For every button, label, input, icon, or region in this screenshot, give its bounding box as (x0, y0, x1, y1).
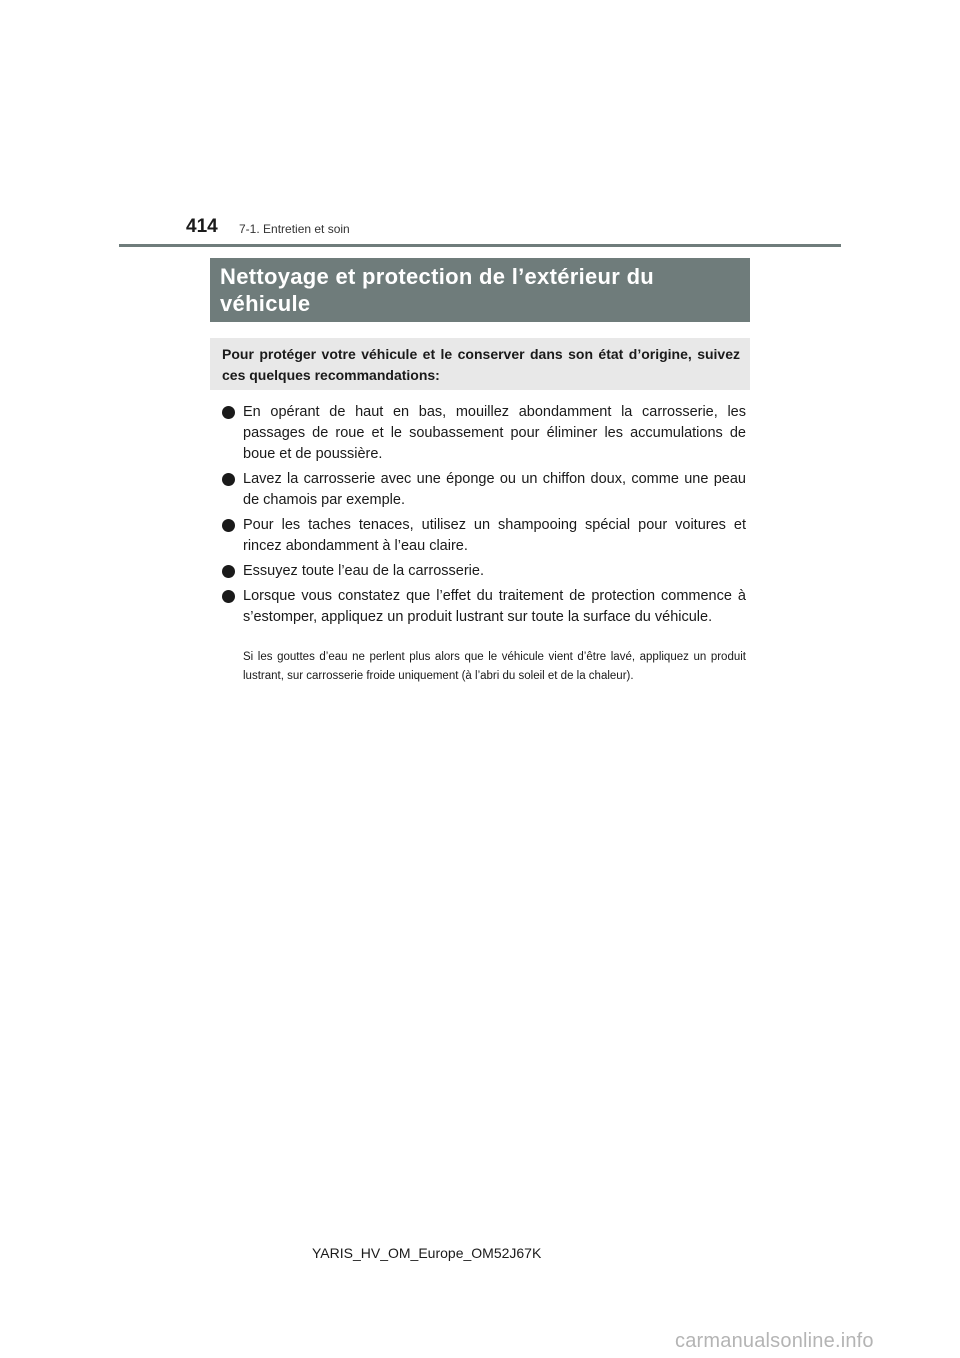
watermark-text: carmanualsonline.info (675, 1330, 874, 1352)
page-title-band (210, 258, 750, 322)
header-divider (119, 244, 841, 247)
bullet-dot-icon (222, 473, 235, 486)
bullet-dot-icon (222, 565, 235, 578)
list-item-text: Lavez la carrosserie avec une éponge ou un chiffon doux, comme une peau de chamois par exemple. (243, 471, 746, 508)
intro-box (210, 338, 750, 390)
list-item-text: Essuyez toute l’eau de la carrosserie. (243, 563, 484, 579)
list-item-text: Pour les taches tenaces, utilisez un shampooing spécial pour voitures et rincez abondamment à l’eau claire. (243, 517, 746, 554)
bullet-dot-icon (222, 590, 235, 603)
page-number: 414 (186, 216, 218, 237)
intro-text: Pour protéger votre véhicule et le conserver dans son état d’origine, suivez ces quelques recommandations: (222, 346, 740, 383)
note-text: Si les gouttes d’eau ne perlent plus alors que le véhicule vient d’être lavé, appliquez un produit lustrant, sur carrosserie froide uniquement (à l’abri du soleil et de la chaleur). (243, 651, 746, 682)
recommendation-list (222, 402, 746, 632)
page-title: Nettoyage et protection de l’extérieur du véhicule (220, 264, 655, 316)
list-item (222, 561, 746, 582)
list-item (222, 515, 746, 557)
list-item-text: En opérant de haut en bas, mouillez abondamment la carrosserie, les passages de roue et le soubassement pour éliminer les accumulations de boue et de poussière. (243, 404, 746, 462)
section-reference: 7-1. Entretien et soin (239, 222, 350, 236)
bullet-dot-icon (222, 406, 235, 419)
list-item (222, 469, 746, 511)
list-item-text: Lorsque vous constatez que l’effet du traitement de protection commence à s’estomper, appliquez un produit lustrant sur toute la surface du véhicule. (243, 588, 746, 625)
list-item (222, 586, 746, 628)
footer-document-code: YARIS_HV_OM_Europe_OM52J67K (312, 1245, 542, 1261)
list-item (222, 402, 746, 465)
bullet-dot-icon (222, 519, 235, 532)
